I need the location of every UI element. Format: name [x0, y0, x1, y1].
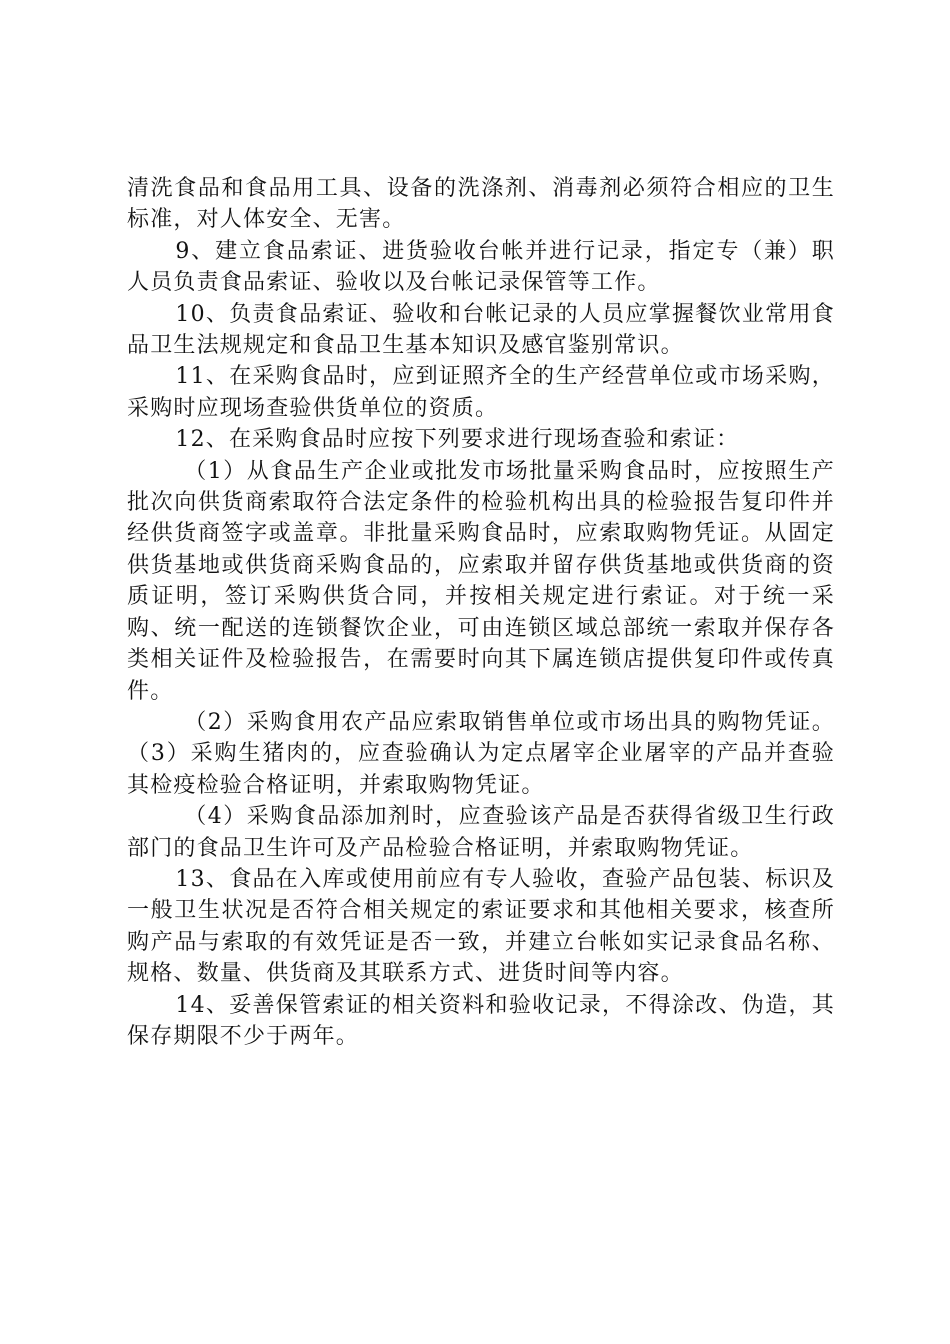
paragraph-subitem-4: （4）采购食品添加剂时，应查验该产品是否获得省级卫生行政部门的食品卫生许可及产品检验合格证明，并索取购物凭证。	[127, 804, 835, 861]
paragraph-item-11: 11、在采购食品时，应到证照齐全的生产经营单位或市场采购，采购时应现场查验供货单位的资质。	[127, 364, 835, 421]
paragraph-item-9: 9、建立食品索证、进货验收台帐并进行记录，指定专（兼）职人员负责食品索证、验收以及台帐记录保管等工作。	[127, 238, 835, 296]
paragraph-item-13: 13、食品在入库或使用前应有专人验收，查验产品包装、标识及一般卫生状况是否符合相关规定的索证要求和其他相关要求，核查所购产品与索取的有效凭证是否一致，并建立台帐如实记录食品名称、规格、数量、供货商及其联系方式、进货时间等内容。	[127, 866, 835, 987]
paragraph-item-14: 14、妥善保管索证的相关资料和验收记录，不得涂改、伪造，其保存期限不少于两年。	[127, 992, 835, 1049]
document-body	[127, 173, 835, 1052]
paragraph-subitem-1: （1）从食品生产企业或批发市场批量采购食品时，应按照生产批次向供货商索取符合法定条件的检验机构出具的检验报告复印件并经供货商签字或盖章。非批量采购食品时，应索取购物凭证。从固定供货基地或供货商采购食品的，应索取并留存供货基地或供货商的资质证明，签订采购供货合同，并按相关规定进行索证。对于统一采购、统一配送的连锁餐饮企业，可由连锁区域总部统一索取并保存各类相关证件及检验报告，在需要时向其下属连锁店提供复印件或传真件。	[127, 458, 835, 704]
paragraph-subitem-2-3: （2）采购食用农产品应索取销售单位或市场出具的购物凭证。（3）采购生猪肉的，应查验确认为定点屠宰企业屠宰的产品并查验其检疫检验合格证明，并索取购物凭证。	[127, 709, 835, 798]
paragraph-item-10: 10、负责食品索证、验收和台帐记录的人员应掌握餐饮业常用食品卫生法规规定和食品卫生基本知识及感官鉴别常识。	[127, 301, 835, 359]
paragraph-item-12: 12、在采购食品时应按下列要求进行现场查验和索证：	[175, 427, 740, 453]
paragraph-continuation: 清洗食品和食品用工具、设备的洗涤剂、消毒剂必须符合相应的卫生标准，对人体安全、无害。	[127, 176, 835, 233]
